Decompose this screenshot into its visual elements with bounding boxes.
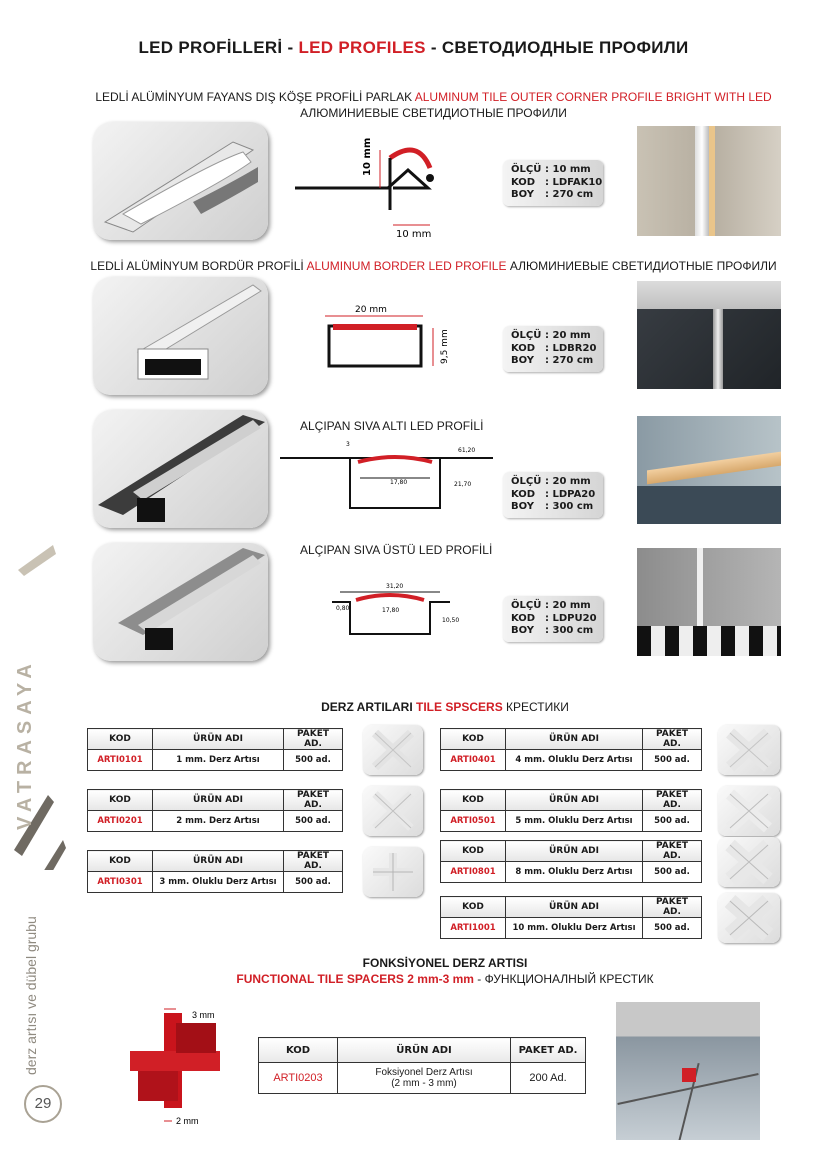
svg-text:10,50: 10,50 bbox=[442, 617, 460, 624]
spacer-table: KOD ÜRÜN ADI PAKET AD. ARTI0501 5 mm. Oluklu Derz Artısı 500 ad. bbox=[440, 789, 702, 832]
dimension-height: 9,5 mm bbox=[440, 329, 450, 364]
spacer-table: KOD ÜRÜN ADI PAKET AD. ARTI0101 1 mm. Derz Artısı 500 ad. bbox=[87, 728, 343, 771]
dimension-height: 10 mm bbox=[362, 137, 373, 176]
dimension-width: 20 mm bbox=[355, 305, 387, 315]
plaster-over-profile-diagram bbox=[330, 578, 470, 648]
product-photo bbox=[93, 277, 268, 395]
product-title: LEDLİ ALÜMİNYUM BORDÜR PROFİLİ ALUMINUM BORDER LED PROFILE АЛЮМИНИЕВЫЕ СВЕТИДИОТНЫЕ ПРОФИЛИ bbox=[90, 259, 777, 273]
table-row: ARTI1001 10 mm. Oluklu Derz Artısı 500 ad. bbox=[441, 918, 702, 939]
svg-text:17,80: 17,80 bbox=[390, 479, 408, 486]
spacer-table: KOD ÜRÜN ADI PAKET AD. ARTI0401 4 mm. Oluklu Derz Artısı 500 ad. bbox=[440, 728, 702, 771]
table-row: ARTI0401 4 mm. Oluklu Derz Artısı 500 ad. bbox=[441, 750, 702, 771]
plaster-under-profile-diagram bbox=[278, 438, 498, 518]
svg-text:3: 3 bbox=[346, 441, 350, 448]
spec-box: ÖLÇÜ : 20 mm KOD : LDPA20 BOY : 300 cm bbox=[503, 472, 603, 518]
functional-table: KOD ÜRÜN ADI PAKET AD. ARTI0203 Foksiyonel Derz Artısı (2 mm - 3 mm) 200 Ad. bbox=[258, 1037, 586, 1094]
spacer-table: KOD ÜRÜN ADI PAKET AD. ARTI1001 10 mm. Oluklu Derz Artısı 500 ad. bbox=[440, 896, 702, 939]
svg-text:21,70: 21,70 bbox=[454, 481, 472, 488]
installation-photo bbox=[637, 126, 781, 236]
functional-spacer-image bbox=[120, 1003, 240, 1133]
spacer-photo bbox=[718, 893, 780, 943]
spec-box: ÖLÇÜ : 20 mm KOD : LDPU20 BOY : 300 cm bbox=[503, 596, 603, 642]
product-photo bbox=[93, 410, 268, 528]
functional-title: FONKSİYONEL DERZ ARTISI FUNCTIONAL TILE SPACERS 2 mm-3 mm - ФУНКЦИОНАЛНЫЙ КРЕСТИК bbox=[236, 956, 654, 986]
spacer-photo bbox=[718, 837, 780, 887]
installation-photo bbox=[637, 548, 781, 656]
spacer-photo bbox=[718, 786, 780, 836]
plaster-under-profile-image bbox=[93, 410, 268, 528]
spacer-photo bbox=[363, 786, 423, 836]
product-title: LEDLİ ALÜMİNYUM FAYANS DIŞ KÖŞE PROFİLİ PARLAK ALUMINUM TILE OUTER CORNER PROFILE BRIGHT WITH LED АЛЮМИНИЕВЫЕ СВЕТИДИОТНЫЕ ПРОФИЛИ bbox=[95, 90, 772, 120]
spec-box: ÖLÇÜ : 10 mm KOD : LDFAK10 BOY : 270 cm bbox=[503, 160, 603, 206]
dimension-width: 10 mm bbox=[396, 229, 432, 240]
spacer-table: KOD ÜRÜN ADI PAKET AD. ARTI0801 8 mm. Oluklu Derz Artısı 500 ad. bbox=[440, 840, 702, 883]
table-row: ARTI0101 1 mm. Derz Artısı 500 ad. bbox=[88, 750, 343, 771]
product-photo bbox=[93, 543, 268, 661]
corner-profile-image bbox=[93, 122, 268, 240]
table-row: ARTI0203 Foksiyonel Derz Artısı (2 mm - 3 mm) 200 Ad. bbox=[259, 1063, 586, 1094]
product-photo bbox=[93, 122, 268, 240]
cross-spacer-icon bbox=[363, 786, 423, 836]
table-row: ARTI0301 3 mm. Oluklu Derz Artısı 500 ad. bbox=[88, 872, 343, 893]
spec-box: ÖLÇÜ : 20 mm KOD : LDBR20 BOY : 270 cm bbox=[503, 326, 603, 372]
spacers-title: DERZ ARTILARI TILE SPSCERS КРЕСТИКИ bbox=[321, 700, 569, 714]
side-brand-panel bbox=[8, 540, 68, 1160]
border-profile-image bbox=[93, 277, 268, 395]
cross-spacer-icon bbox=[363, 725, 423, 775]
svg-text:0,80: 0,80 bbox=[336, 605, 350, 612]
cross-spacer-icon bbox=[718, 837, 780, 887]
cross-spacer-icon bbox=[718, 786, 780, 836]
product-title: ALÇIPAN SIVA ÜSTÜ LED PROFİLİ bbox=[300, 543, 493, 557]
installation-photo bbox=[637, 281, 781, 389]
brand-subtitle: derz artısı ve dübel grubu bbox=[23, 916, 39, 1075]
cross-spacer-icon bbox=[718, 893, 780, 943]
svg-text:17,80: 17,80 bbox=[382, 607, 400, 614]
brand-name: VATRASAYA bbox=[14, 658, 36, 830]
page-number: 29 bbox=[24, 1085, 62, 1123]
table-row: ARTI0501 5 mm. Oluklu Derz Artısı 500 ad. bbox=[441, 811, 702, 832]
dimension-bottom: 2 mm bbox=[176, 1116, 199, 1126]
svg-text:31,20: 31,20 bbox=[386, 583, 404, 590]
page-title: LED PROFİLLERİ - LED PROFILES - СВЕТОДИОДНЫЕ ПРОФИЛИ bbox=[138, 38, 689, 57]
cross-spacer-icon bbox=[718, 725, 780, 775]
table-row: ARTI0801 8 mm. Oluklu Derz Artısı 500 ad. bbox=[441, 862, 702, 883]
border-profile-diagram bbox=[315, 298, 455, 378]
installation-photo bbox=[616, 1002, 760, 1140]
spacer-photo bbox=[363, 847, 423, 897]
product-title: ALÇIPAN SIVA ALTI LED PROFİLİ bbox=[300, 419, 484, 433]
installation-photo bbox=[637, 416, 781, 524]
table-row: ARTI0201 2 mm. Derz Artısı 500 ad. bbox=[88, 811, 343, 832]
corner-profile-diagram bbox=[290, 130, 450, 245]
spacer-photo bbox=[718, 725, 780, 775]
svg-text:61,20: 61,20 bbox=[458, 447, 476, 454]
spacer-photo bbox=[363, 725, 423, 775]
spacer-table: KOD ÜRÜN ADI PAKET AD. ARTI0301 3 mm. Oluklu Derz Artısı 500 ad. bbox=[87, 850, 343, 893]
dimension-top: 3 mm bbox=[192, 1010, 215, 1020]
plaster-over-profile-image bbox=[93, 543, 268, 661]
cross-spacer-icon bbox=[363, 847, 423, 897]
spacer-table: KOD ÜRÜN ADI PAKET AD. ARTI0201 2 mm. Derz Artısı 500 ad. bbox=[87, 789, 343, 832]
